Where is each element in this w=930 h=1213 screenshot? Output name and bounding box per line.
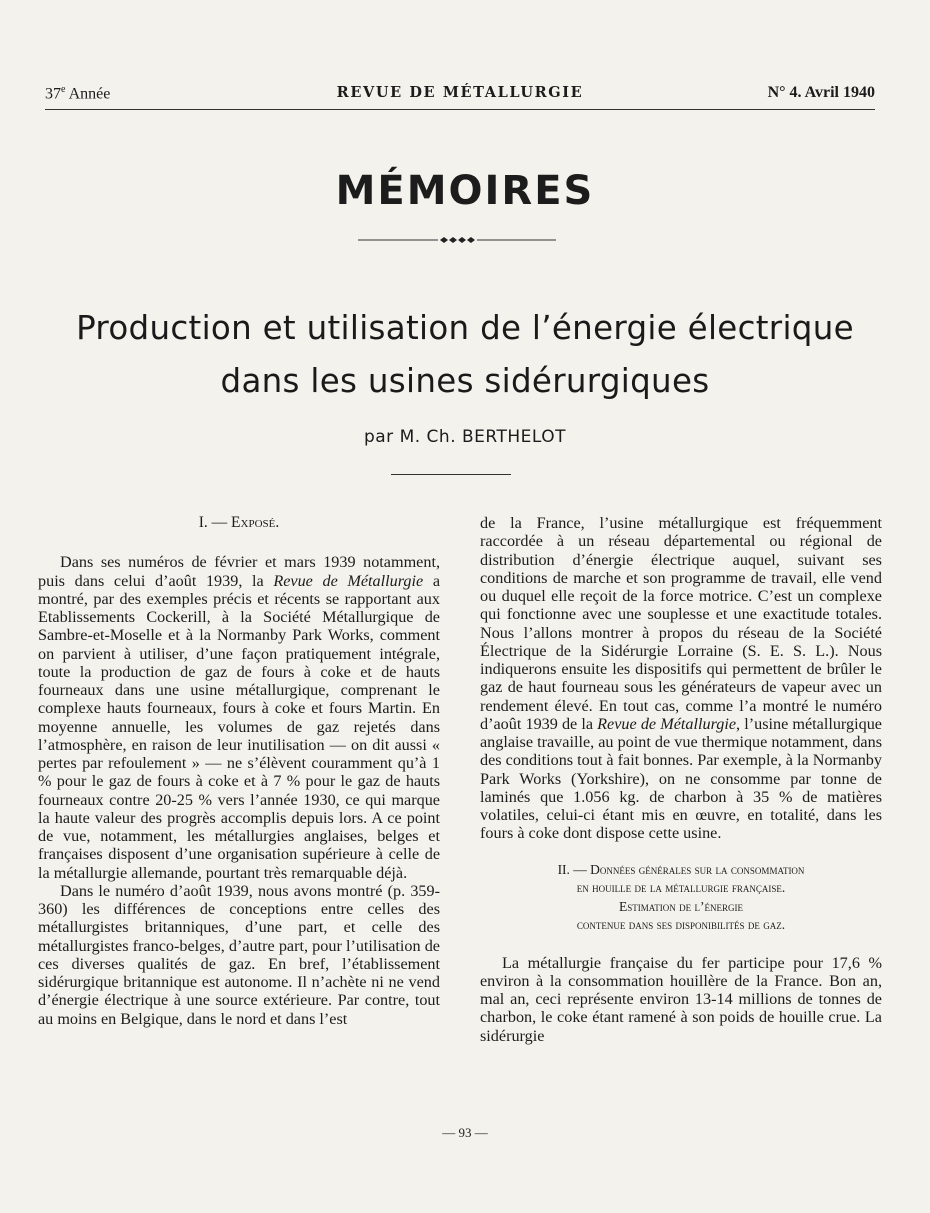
section-heading: MÉMOIRES — [335, 168, 595, 214]
issue-date: N° 4. Avril 1940 — [767, 84, 875, 101]
journal-name: REVUE DE MÉTALLURGIE — [336, 84, 584, 101]
article-title-line-2: dans les usines sidérurgiques — [220, 362, 710, 400]
title-rule — [391, 474, 511, 475]
page-number: — 93 — — [442, 1125, 488, 1140]
section-1-heading: I. — Exposé. — [198, 514, 280, 531]
section-2-heading: II. — Données générales sur la consommation en houille de la métallurgie française. Estimation de l’énergie contenue dans ses disponibilités de gaz. — [557, 861, 805, 932]
journal-title-italic: Revue de Métallurgie — [273, 571, 424, 590]
ornament-divider — [358, 234, 556, 246]
volume-year: 37e Année — [45, 84, 111, 103]
paragraph: La métallurgie française du fer participe pour 17,6 % environ à la consommation houillère de la France. Bon an, mal an, ceci représente environ 13-14 millions de tonnes de charbon, le coke étant ramené à son poids de houille crue. La sidérurgie — [480, 953, 882, 1045]
paragraph: de la France, l’usine métallurgique est fréquemment raccordée à un réseau départemental ou régional de distribution d’énergie électrique auquel, suivant ses conditions de marche et son programme de travail, elle vend ou duquel elle reçoit de la force motrice. C’est un complexe qui fonctionne avec une souplesse et une exactitude totales. Nous l’allons montrer à propos du réseau de la Société Électrique de la Sidérurgie Lorraine (S. E. S. L.). Nous indiquerons ensuite les dispositifs qui permettent de brûler le gaz de haut fourneau sous les générateurs de vapeur avec un rendement élevé. En tout cas, comme l’a montré le numéro d’août 1939 de la Revue de Métallurgie, l’usine métallurgique anglaise travaille, au point de vue thermique notamment, dans des conditions tout à fait bonnes. Par exemple, à la Normanby Park Works (Yorkshire), on ne consomme par tonne de laminés que 1.056 kg. de charbon à 35 % de matières volatiles, celui-ci étant mis en œuvre, en totalité, dans les fours à coke dont dispose cette usine. — [480, 514, 882, 843]
header-rule — [45, 109, 875, 110]
author-byline: par M. Ch. BERTHELOT — [363, 427, 567, 447]
journal-title-italic: Revue de Métallurgie — [597, 714, 737, 733]
paragraph: Dans le numéro d’août 1939, nous avons montré (p. 359-360) les différences de conceptions entre celles des métallurgistes britanniques, d’une part, et celle des métallurgistes franco-belges, d’autre part, pour l’utilisation de ces diverses qualités de gaz. En bref, l’établissement sidérurgique britannique est autonome. Il n’achète ni ne vend d’énergie électrique à une source extérieure. Par contre, tout au moins en Belgique, dans le nord et dans l’est — [38, 881, 440, 1028]
paragraph: Dans ses numéros de février et mars 1939 notamment, puis dans celui d’août 1939, la Revue de Métallurgie a montré, par des exemples précis et récents se rapportant aux Etablissements Cockerill, à la Société Métallurgique de Sambre-et-Moselle et à la Normanby Park Works, comment on parvient à utiliser, d’une façon pratiquement intégrale, toute la production de gaz de fours à coke et de hauts fourneaux dans une usine métallurgique, comprenant le complexe hauts fourneaux, fours à coke et fours Martin. En moyenne annuelle, les volumes de gaz rejetés dans l’atmosphère, en raison de leur inutilisation — on dit aussi « pertes par refoulement » — ne s’élèvent couramment qu’à 1 % pour le gaz de fours à coke et à 7 % pour le gaz de hauts fourneaux contre 20-25 % vers l’année 1930, ce qui marque la haute valeur des progrès accomplis depuis lors. A ce point de vue, notamment, les métallurgies anglaises, belges et françaises disposent d’une organisation supérieure à celle de la métallurgie allemande, pourtant très remarquable déjà. — [38, 553, 441, 882]
column-left — [38, 514, 440, 1028]
column-right — [480, 514, 882, 1045]
article-title-line-1: Production et utilisation de l’énergie électrique — [76, 309, 854, 347]
running-header — [45, 84, 875, 106]
